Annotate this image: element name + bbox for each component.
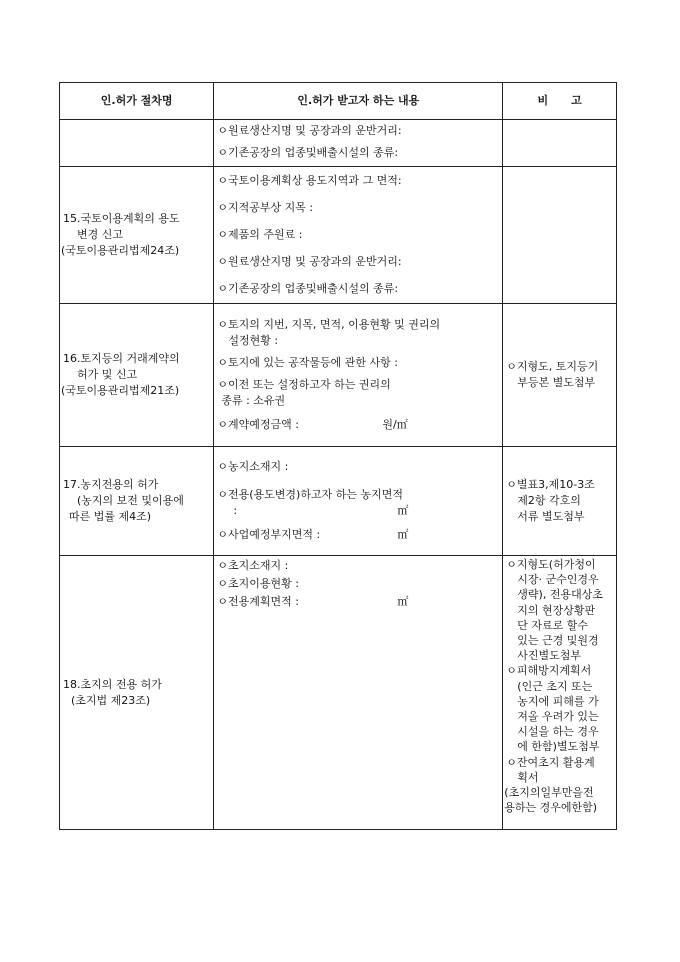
content-item: ㅇ국토이용계획상 용도지역과 그 면적: [217,174,402,187]
remark-line: 생략), 전용대상초 [517,588,603,602]
procedure-subtitle: 변경 신고 [77,228,124,241]
remark-line: ㅇ지형도(허가청이 [506,558,596,571]
remark-line: ㅇ별표3,제10-3조 [506,478,595,491]
remark-line: 사진별도첨부 [517,649,582,663]
content-label: ㅇ계약예정금액 : [217,418,299,431]
table-row [60,304,617,447]
content-item: ㅇ기존공장의 업종및배출시설의 종류: [217,146,399,159]
contents-cell [214,556,503,830]
content-item: ㅇ토지에 있는 공작물등에 관한 사항 : [217,356,398,369]
remarks-cell [503,447,617,556]
remark-line: 단 자료로 할수 [517,618,589,632]
unit-label: 원/㎡ [382,418,408,431]
content-item-cont: 종류 : 소유권 [221,394,286,407]
content-item: ㅇ전용(용도변경)하고자 하는 농지면적 [217,488,403,501]
remark-line: 용하는 경우에한함) [504,801,598,815]
remark-line: ㅇ피해방지계획서 [506,664,592,678]
procedure-cell [60,304,214,447]
contents-cell [214,120,503,167]
remarks-cell [503,304,617,447]
remark-line: ㅇ잔여초지 활용계 [506,755,595,769]
procedure-title: 15.국토이용계획의 용도 [63,212,180,225]
remark-line: 에 한함)별도첨부 [517,740,600,754]
remark-line: 지의 현장상황판 [517,603,596,617]
remark-line: 부등본 별도첨부 [517,376,596,389]
procedure-cell [60,167,214,304]
content-label: ㅇ전용계획면적 : [217,595,299,608]
remarks-cell [503,556,617,830]
content-item-cont [217,503,499,519]
content-item: ㅇ초지이용현황 : [217,577,299,590]
remarks-cell [503,120,617,167]
content-item: ㅇ원료생산지명 및 공장과의 운반거리: [217,255,402,268]
remark-line: 획서 [517,770,539,784]
table-row [60,120,617,167]
content-item: ㅇ초지소재지 : [217,559,289,572]
procedure-cell [60,556,214,830]
procedure-title: 16.토지등의 거래계약의 [63,352,180,365]
content-item: ㅇ제품의 주원료 : [217,228,303,241]
contents-cell [214,304,503,447]
content-item: ㅇ토지의 지번, 지목, 면적, 이용현황 및 권리의 [217,318,441,331]
procedure-law: (초지법 제23조) [71,693,151,707]
unit-label: ㎡ [397,504,409,517]
procedure-law: (국토이용관리법제24조) [61,244,180,257]
content-item: ㅇ원료생산지명 및 공장과의 운반거리: [217,124,402,137]
permit-procedure-table [59,82,617,830]
content-item: ㅇ기존공장의 업종및배출시설의 종류: [217,282,399,295]
unit-label: ㎡ [397,528,409,541]
header-remarks: 비 고 [503,83,617,120]
remark-line: (초지의일부만을전 [504,786,594,800]
contents-cell [214,447,503,556]
procedure-cell [60,120,214,167]
procedure-cell [60,447,214,556]
content-item-cont: 설정현황 : [228,334,279,347]
remark-line: 시설을 하는 경우 [517,725,599,739]
remark-line: 농지에 피해를 가 [517,694,599,708]
remark-line: 져올 우려가 있는 [517,710,599,724]
remark-line: 시장· 군수인경우 [517,573,599,587]
table-row [60,447,617,556]
procedure-subtitle: 허가 및 신고 [77,368,138,381]
content-item: ㅇ농지소재지 : [217,460,289,473]
header-contents: 인.허가 받고자 하는 내용 [214,83,503,120]
content-item [217,417,499,433]
remark-line: 있는 근경 및원경 [517,634,599,648]
content-item [217,594,499,610]
procedure-law: (국토이용관리법제21조) [61,384,180,397]
procedure-law: 따른 법률 제4조) [69,510,152,523]
header-procedure: 인.허가 절차명 [60,83,214,120]
remark-line: 제2항 각호의 [517,494,581,507]
unit-label: ㎡ [397,595,409,608]
table-row [60,556,617,830]
procedure-subtitle: (농지의 보전 및이용에 [77,494,184,507]
remark-line: (인근 초지 또는 [517,679,593,693]
colon-label: : [233,504,238,517]
header-row [60,83,617,120]
remark-line: ㅇ지형도, 토지등기 [506,360,599,373]
content-item [217,527,499,543]
contents-cell [214,167,503,304]
procedure-title: 18.초지의 전용 허가 [63,677,162,691]
remarks-cell [503,167,617,304]
content-item: ㅇ지적공부상 지목 : [217,201,314,214]
content-item: ㅇ이전 또는 설정하고자 하는 권리의 [217,378,391,391]
content-label: ㅇ사업예정부지면적 : [217,528,321,541]
table-row [60,167,617,304]
procedure-title: 17.농지전용의 허가 [63,478,159,491]
remark-line: 서류 별도첨부 [517,510,585,523]
